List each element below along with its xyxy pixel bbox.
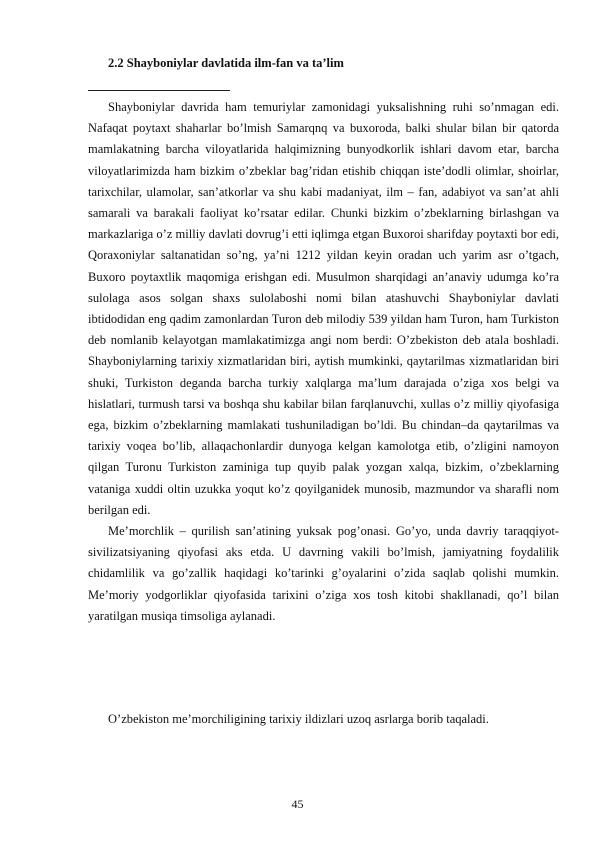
section-heading: 2.2 Shayboniylar davlatida ilm-fan va ta’lim (108, 56, 344, 70)
footnote-separator-line (88, 90, 230, 91)
body-paragraph-3: O’zbekiston me’morchiligining tarixiy ildizlari uzoq asrlarga borib taqaladi. (108, 712, 489, 726)
body-paragraph-2: Me’morchlik – qurilish san’atining yuksak pog’onasi. Go’yo, unda davriy taraqqiyot- sivilizatsiyaning qiyofasi aks etda. U davrning vakili bo’lmish, jamiyatning foydalilik chidamlilik va go’zallik haqidagi ko’tarinki g’oyalarini o’zida saqlab qolishi mumkin. Me’moriy yodgorliklar qiyofasida tarixini o’ziga xos tosh kitobi shakllanadi, qo’l bilan yaratilgan musiqa timsoliga aylanadi. (88, 524, 559, 623)
body-paragraph-1: Shayboniylar davrida ham temuriylar zamonidagi yuksalishning ruhi so’nmagan edi. Nafaqat poytaxt shaharlar bo’lmish Samarqnq va buxoroda, balki shular bilan bir qatorda mamlakatning barcha viloyatlarida halqimizning bunyodkorlik ishlari davom etar, barcha viloyatlarimizda ham bizkim o’zbeklar bag’ridan etishib chiqqan iste’dodli olimlar, shoirlar, tarixchilar, ulamolar, san’atkorlar va shu kabi madaniyat, ilm – fan, adabiyot va san’at ahli samarali va barakali faoliyat ko’rsatar edilar. Chunki bizkim o’zbeklarning birlashgan va markazlariga o’z milliy davlati dovrug’i etti iqlimga etgan Buxoroi sharifday poytaxti bor edi, Qoraxoniylar saltanatidan so’ng, ya’ni 1212 yildan keyin oradan uch yarim asr o’tgach, Buxoro poytaxtlik maqomiga erishgan edi. Musulmon sharqidagi an’anaviy udumga ko’ra sulolaga asos solgan shaxs sulolaboshi nomi bilan atashuvchi Shayboniylar davlati ibtidodidan eng qadim zamonlardan Turon deb milodiy 539 yildan ham Turon, ham Turkiston deb nomlanib kelayotgan mamlakatimizga angi nom berdi: O’zbekiston deb atala boshladi. Shayboniylarning tarixiy xizmatlaridan biri, aytish mumkinki, qaytarilmas xizmatlaridan biri shuki, Turkiston deganda barcha turkiy xalqlarga ma’lum darajada o’ziga xos belgi va hislatlari, turmush tarsi va boshqa shu kabilar bilan farqlanuvchi, xullas o’z milliy qiyofasiga ega, bizkim o’zbeklarning mamlakati tushuniladigan bo’ldi. Bu chindan–da qaytarilmas va tarixiy voqea bo’lib, allaqachonlardir dunyoga kelgan kamolotga etib, o’zligini namoyon qilgan Turonu Turkiston zaminiga tup quyib palak yozgan xalqa, bizkim, o’zbeklarning vataniga xuddi oltin uzukka yoqut ko’z qoyilganidek munosib, mazmundor va sharafli nom berilgan edi. (88, 100, 559, 517)
page-number: 45 (291, 797, 304, 811)
